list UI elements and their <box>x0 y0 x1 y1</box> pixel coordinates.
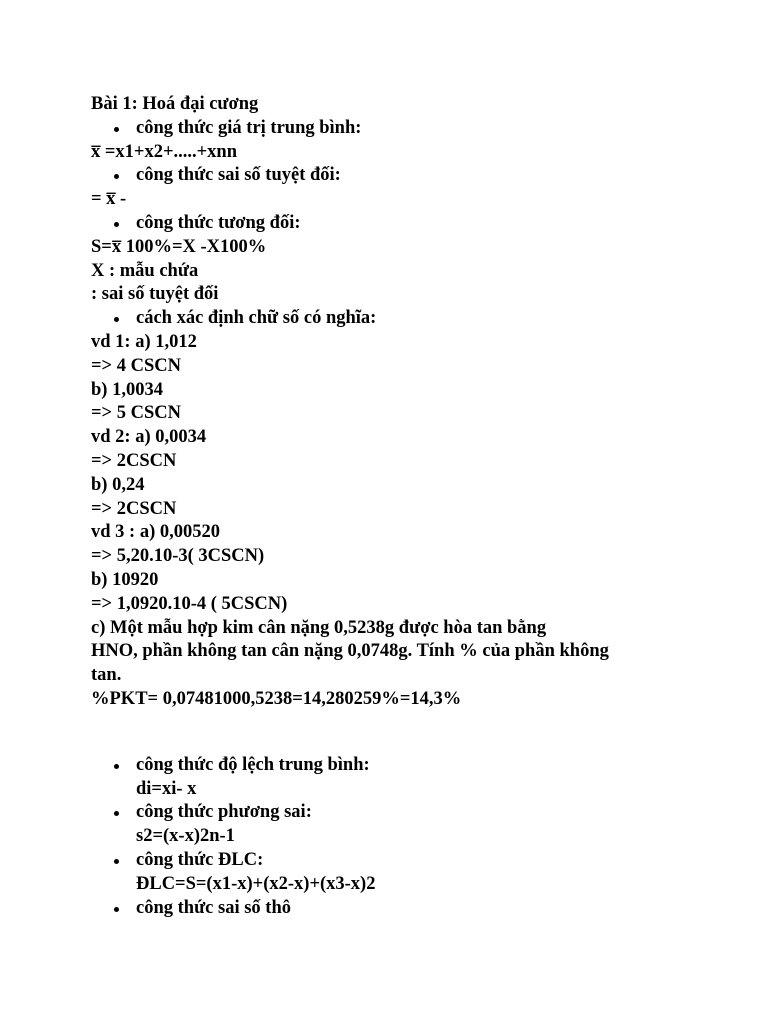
bullet-absolute-error: công thức sai số tuyệt đối: <box>91 164 691 188</box>
lesson-title: Bài 1: Hoá đại cương <box>91 94 259 114</box>
example-2a: vd 2: a) 0,0034 <box>91 427 207 448</box>
definition-x: X : mẫu chứa <box>91 260 199 281</box>
example-2a-result: => 2CSCN <box>91 450 177 471</box>
example-3b-result: => 1,0920.10-4 ( 5CSCN) <box>91 593 288 614</box>
problem-c-line-2: HNO, phần không tan cân nặng 0,0748g. Tính % của phần không <box>91 641 609 662</box>
absolute-error-formula: = x̅ - <box>91 189 127 210</box>
problem-c-line-3: tan. <box>91 665 122 686</box>
mean-deviation-formula: di=xi- x <box>136 778 197 799</box>
bullet-relative-error: công thức tương đối: <box>91 212 691 236</box>
problem-c-line-1: c) Một mẫu hợp kim cân nặng 0,5238g được hòa tan bằng <box>91 617 547 638</box>
bullet-mean-formula: công thức giá trị trung bình: <box>91 117 691 141</box>
variance-formula: s2=(x-x)2n-1 <box>136 826 235 847</box>
example-2b: b) 0,24 <box>91 474 145 495</box>
definition-abs-error: : sai số tuyệt đối <box>91 284 219 305</box>
example-3a: vd 3 : a) 0,00520 <box>91 522 220 543</box>
example-2b-result: => 2CSCN <box>91 498 177 519</box>
example-3b: b) 10920 <box>91 569 159 590</box>
bullet-mean-deviation: công thức độ lệch trung bình: <box>91 754 691 778</box>
example-1b: b) 1,0034 <box>91 379 163 400</box>
bullet-variance: công thức phương sai: <box>91 801 691 825</box>
example-3a-result: => 5,20.10-3( 3CSCN) <box>91 546 265 567</box>
example-1b-result: => 5 CSCN <box>91 403 181 424</box>
mean-formula: x̅ =x1+x2+.....+xnn <box>91 141 237 162</box>
problem-c-answer: %PKT= 0,07481000,5238=14,280259%=14,3% <box>91 688 462 709</box>
relative-error-formula: S=x̅ 100%=X -X100% <box>91 236 267 257</box>
example-1a: vd 1: a) 1,012 <box>91 331 197 352</box>
bullet-standard-deviation: công thức ĐLC: <box>91 849 691 873</box>
example-1a-result: => 4 CSCN <box>91 355 181 376</box>
standard-deviation-formula: ĐLC=S=(x1-x)+(x2-x)+(x3-x)2 <box>136 873 376 894</box>
bullet-significant-figures: cách xác định chữ số có nghĩa: <box>91 307 691 331</box>
paragraph-gap <box>91 712 691 754</box>
bullet-gross-error: công thức sai số thô <box>91 897 691 921</box>
document-page <box>91 93 691 920</box>
